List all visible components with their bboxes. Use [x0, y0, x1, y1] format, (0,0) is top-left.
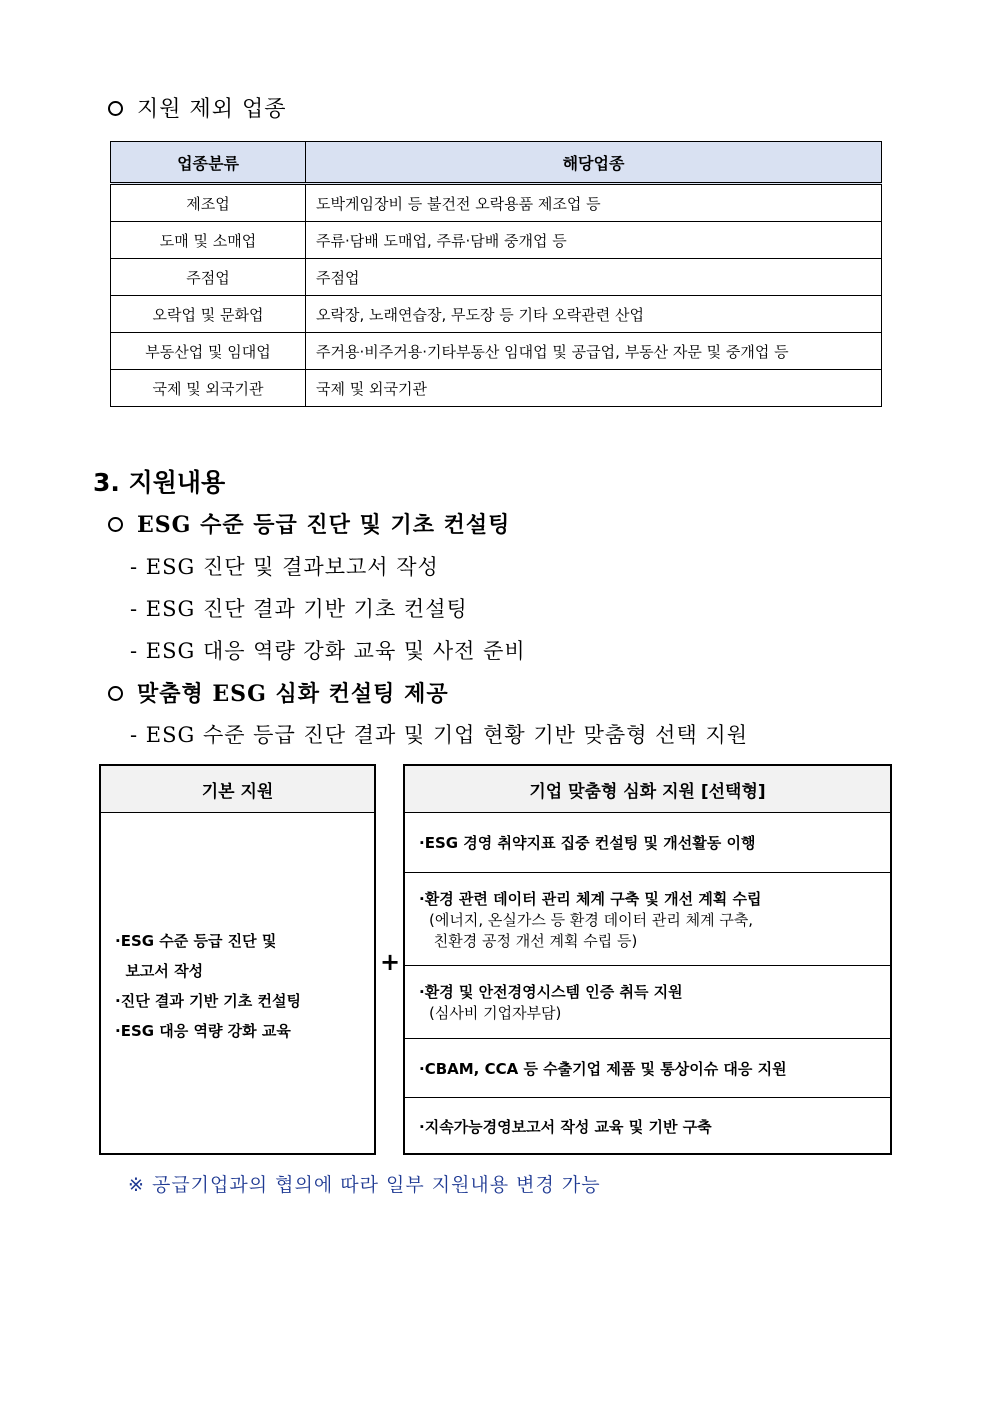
- table-row: [111, 222, 882, 259]
- table-cell: 도매 및 소매업: [111, 222, 306, 259]
- list-item: 보고서 작성: [115, 962, 204, 980]
- table-cell: 제조업: [111, 184, 306, 222]
- circle-bullet-icon: [108, 101, 123, 116]
- table-cell: 부동산업 및 임대업: [111, 333, 306, 370]
- circle-bullet-icon: [108, 686, 123, 701]
- exclusion-heading: 지원 제외 업종: [108, 92, 287, 123]
- list-item: - ESG 진단 결과 기반 기초 컨설팅: [130, 597, 468, 621]
- table-cell: 오락장, 노래연습장, 무도장 등 기타 오락관련 산업: [306, 296, 882, 333]
- advanced-support-list: [405, 813, 890, 1154]
- list-item: ·CBAM, CCA 등 수출기업 제품 및 통상이슈 대응 지원: [405, 1039, 890, 1098]
- list-item: ·진단 결과 기반 기초 컨설팅: [115, 992, 301, 1010]
- table-cell: 주점업: [306, 259, 882, 296]
- list-item: ·지속가능경영보고서 작성 교육 및 기반 구축: [419, 1117, 712, 1136]
- table-row: [111, 184, 882, 222]
- table-cell: 국제 및 외국기관: [306, 370, 882, 407]
- table-row: [111, 296, 882, 333]
- table-row: [111, 333, 882, 370]
- section-title: 3. 지원내용: [93, 468, 226, 497]
- bullet-heading-1: ESG 수준 등급 진단 및 기초 컨설팅: [108, 508, 510, 539]
- basic-support-box: [99, 764, 376, 1155]
- table-cell: 오락업 및 문화업: [111, 296, 306, 333]
- list-item: ·환경 및 안전경영시스템 인증 취득 지원 (심사비 기업자부담): [405, 966, 890, 1039]
- table-header-row: [111, 142, 882, 184]
- list-item: - ESG 대응 역량 강화 교육 및 사전 준비: [130, 639, 526, 663]
- table-row: [111, 370, 882, 407]
- circle-bullet-icon: [108, 517, 123, 532]
- table-row: [111, 259, 882, 296]
- footnote: ※ 공급기업과의 협의에 따라 일부 지원내용 변경 가능: [128, 1174, 601, 1196]
- table-cell: 주거용·비주거용·기타부동산 임대업 및 공급업, 부동산 자문 및 중개업 등: [306, 333, 882, 370]
- advanced-support-box: [403, 764, 892, 1155]
- column-header: 업종분류: [111, 142, 306, 184]
- basic-support-title: 기본 지원: [101, 766, 374, 813]
- exclusion-table: [110, 141, 882, 407]
- plus-sign: +: [380, 948, 401, 976]
- table-cell: 주류·담배 도매업, 주류·담배 중개업 등: [306, 222, 882, 259]
- table-cell: 주점업: [111, 259, 306, 296]
- list-item: ·ESG 대응 역량 강화 교육: [115, 1022, 291, 1040]
- table-cell: 도박게임장비 등 불건전 오락용품 제조업 등: [306, 184, 882, 222]
- list-item: ·환경 관련 데이터 관리 체계 구축 및 개선 계획 수립 (에너지, 온실가스 등 환경 데이터 관리 체계 구축, 친환경 공정 개선 계획 수립 등): [405, 873, 890, 966]
- bullet-heading-2: 맞춤형 ESG 심화 컨설팅 제공: [108, 677, 449, 708]
- list-item: ·ESG 수준 등급 진단 및: [115, 932, 277, 950]
- list-item: - ESG 수준 등급 진단 결과 및 기업 현황 기반 맞춤형 선택 지원: [130, 723, 748, 747]
- table-cell: 국제 및 외국기관: [111, 370, 306, 407]
- basic-support-list: [115, 926, 301, 1046]
- list-item: - ESG 진단 및 결과보고서 작성: [130, 555, 439, 579]
- advanced-support-title: 기업 맞춤형 심화 지원 [선택형]: [405, 766, 890, 813]
- column-header: 해당업종: [306, 142, 882, 184]
- list-item: ·ESG 경영 취약지표 집중 컨설팅 및 개선활동 이행: [405, 813, 890, 873]
